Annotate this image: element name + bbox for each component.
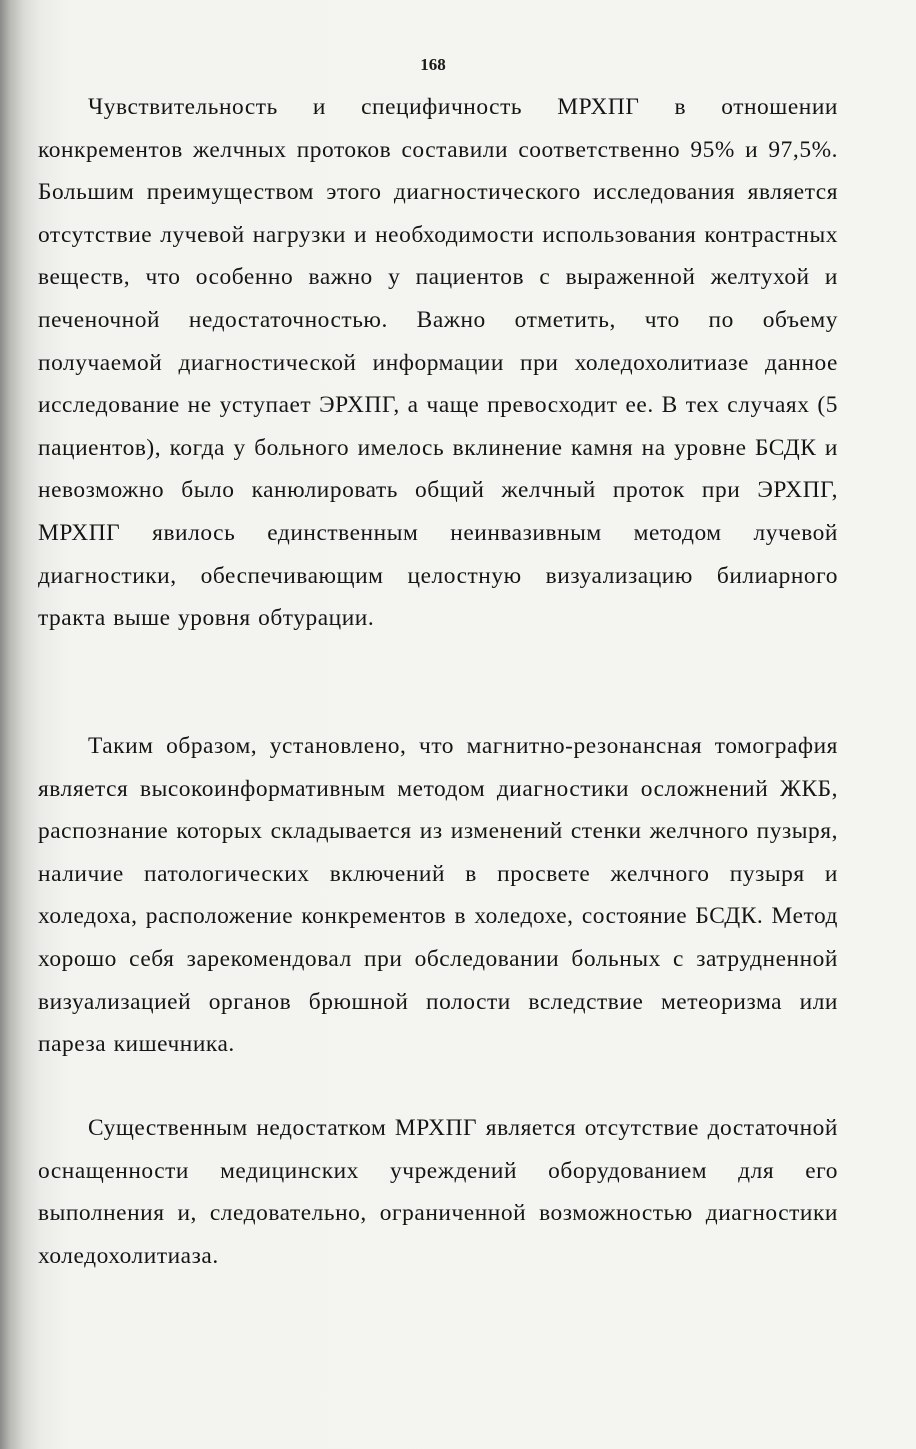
paragraph-2: Таким образом, установлено, что магнитно-резонансная томография является высокоинформативным методом диагностики осложнений ЖКБ, распознание которых складывается из изменений стенки желчного пузыря, наличие патологических включений в просвете желчного пузыря и холедоха, расположение конкрементов в холедохе, состояние БСДК. Метод хорошо себя зарекомендовал при обследовании больных с затрудненной визуализацией органов брюшной полости вследствие метеоризма или пареза кишечника. — [38, 733, 838, 1058]
paragraph-2-block — [38, 725, 838, 1066]
paragraph-1-block — [38, 86, 838, 640]
paragraph-1: Чувствительность и специфичность МРХПГ в отношении конкрементов желчных протоков составили соответственно 95% и 97,5%. Большим преимуществом этого диагностического исследования является отсутствие лучевой нагрузки и необходимости использования контрастных веществ, что особенно важно у пациентов с выраженной желтухой и печеночной недостаточностью. Важно отметить, что по объему получаемой диагностической информации при холедохолитиазе данное исследование не уступает ЭРХПГ, а чаще превосходит ее. В тех случаях (5 пациентов), когда у больного имелось вклинение камня на уровне БСДК и невозможно было канюлировать общий желчный проток при ЭРХПГ, МРХПГ явилось единственным неинвазивным методом лучевой диагностики, обеспечивающим целостную визуализацию билиарного тракта выше уровня обтурации. — [38, 94, 838, 632]
paragraph-3-block — [38, 1107, 838, 1277]
paragraph-3: Существенным недостатком МРХПГ является отсутствие достаточной оснащенности медицинских учреждений оборудованием для его выполнения и, следовательно, ограниченной возможностью диагностики холедохолитиаза. — [38, 1115, 838, 1269]
page-number: 168 — [420, 55, 446, 74]
